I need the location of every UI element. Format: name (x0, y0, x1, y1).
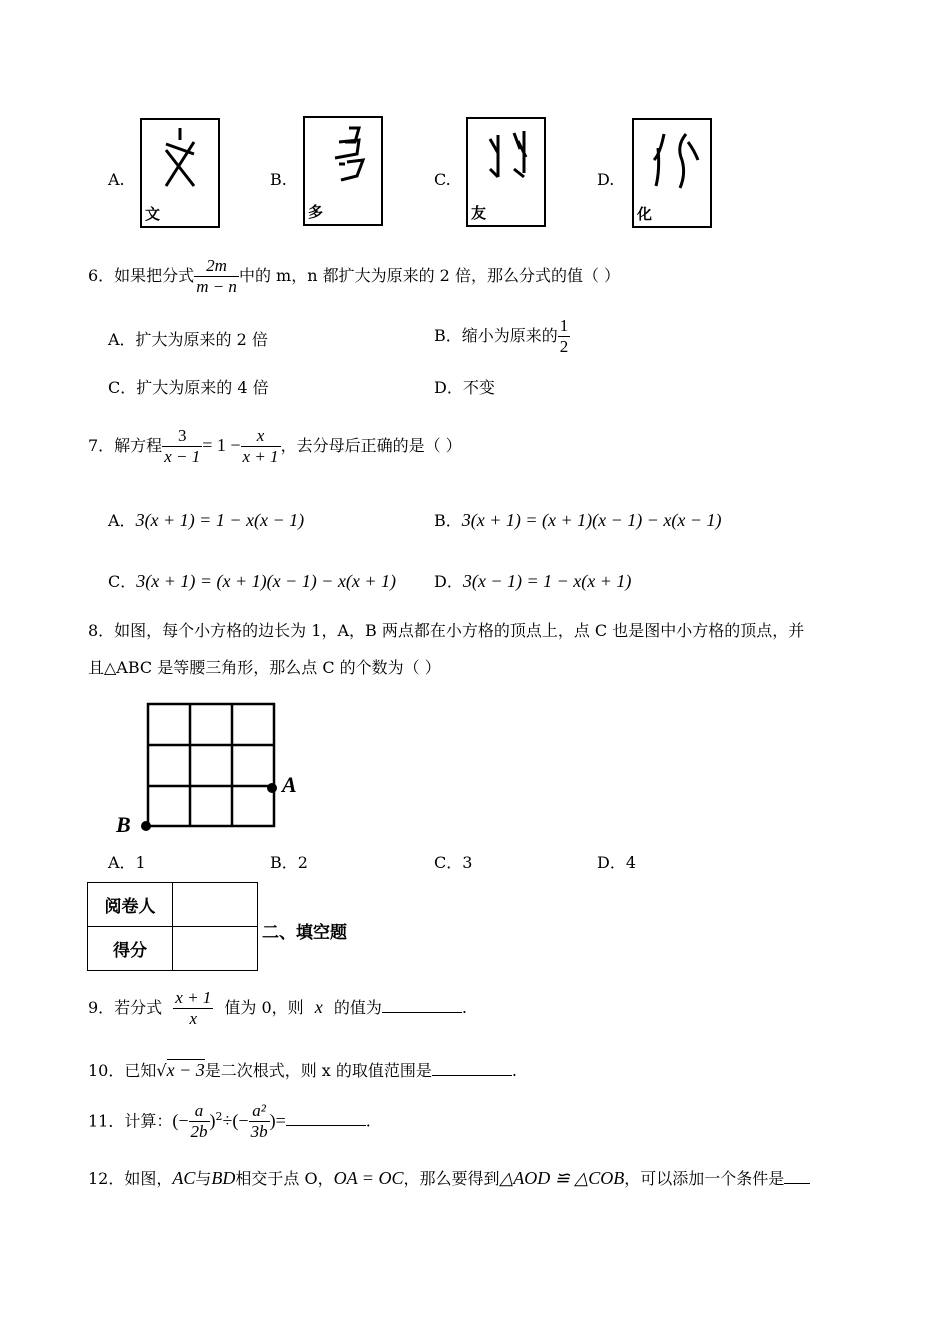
q9-end: . (461, 998, 467, 1017)
q8-option-a: A．1 (108, 853, 146, 872)
q8-option-b: B．2 (270, 853, 308, 872)
q11-f2-num: a² (249, 1101, 270, 1122)
q6-option-b (434, 316, 570, 357)
q8-grid-figure (110, 696, 310, 838)
q6-option-b-text: B．缩小为原来的 (434, 326, 558, 345)
q11-f2-den: 3b (250, 1122, 268, 1142)
q9-answer-blank[interactable] (382, 1012, 462, 1013)
q6-option-c: C．扩大为原来的 4 倍 (108, 378, 269, 397)
q9-fraction-num: x + 1 (175, 988, 212, 1007)
section-2-heading: 二、填空题 (262, 923, 347, 943)
q6-option-b-num: 1 (559, 316, 569, 335)
question-10 (88, 1058, 517, 1081)
q12-yu: 与 (195, 1169, 212, 1188)
q8-option-c: C．3 (434, 853, 473, 872)
q6-suffix: 中的 m，n 都扩大为原来的 2 倍，那么分式的值（ ） (238, 266, 621, 285)
q10-answer-blank[interactable] (432, 1075, 512, 1076)
q7-option-a-expr: 3(x + 1) = 1 − x(x − 1) (135, 510, 305, 530)
q6-fraction (194, 256, 239, 297)
q11-end: . (365, 1111, 371, 1131)
radical-sign-icon: √ (156, 1061, 167, 1080)
q5-option-b-char: 多 (308, 203, 324, 221)
q6-option-d: D．不变 (434, 378, 495, 397)
q5-option-a-char: 文 (145, 205, 161, 223)
q7-option-a (108, 508, 304, 531)
q5-option-c-char: 友 (471, 204, 487, 222)
question-11: 11．计算：(− $\frac{a}{2b}$ )$^2$÷(− $\frac{\text{a²}}{3b}$ )= . (88, 1101, 371, 1142)
q7-rhs-fraction (241, 426, 281, 467)
q8-line-2: 且△ABC 是等腰三角形，那么点 C 的个数为（ ） (88, 658, 441, 677)
q7-option-b-label: B． (434, 511, 462, 530)
score-table-score-label: 得分 (88, 927, 173, 971)
q9-fraction-den: x (189, 1009, 198, 1028)
q7-option-d (434, 569, 631, 592)
q11-fraction-2 (249, 1101, 270, 1142)
q7-option-b-expr: 3(x + 1) = (x + 1)(x − 1) − x(x − 1) (461, 510, 722, 530)
q8-point-b-dot (141, 821, 151, 831)
q7-rhs-num: x (241, 426, 281, 447)
q6-option-b-den: 2 (559, 337, 569, 356)
q12-equality: OA = OC (333, 1168, 404, 1188)
q7-option-c-label: C． (108, 572, 137, 591)
q7-lhs-fraction (162, 426, 202, 467)
q11-f1-den: 2b (190, 1122, 208, 1142)
q12-answer-blank[interactable] (784, 1183, 810, 1184)
q5-option-c-letter: C. (434, 170, 451, 189)
q5-option-d-image (632, 118, 712, 228)
q7-lhs-den: x − 1 (164, 447, 201, 466)
q8-grid-lines (148, 704, 274, 826)
q6-fraction-den: m − n (196, 277, 237, 296)
q5-option-a-letter: A. (108, 170, 125, 189)
q12-congruence: △AOD ≌ △COB (499, 1168, 625, 1188)
q12-mid2: ，那么要得到 (403, 1169, 500, 1188)
q9-suffix: 的值为 (333, 998, 382, 1017)
q9-var: x (314, 997, 323, 1017)
score-table-grader-label: 阅卷人 (88, 883, 173, 927)
q11-f1-num: a (189, 1101, 210, 1122)
q7-option-b (434, 508, 722, 531)
score-table-grader-cell (173, 883, 258, 927)
q12-ac: AC (172, 1168, 196, 1188)
q5-option-b-letter: B. (270, 170, 287, 189)
q8-point-a-label: A (282, 772, 297, 797)
q10-end: . (511, 1061, 518, 1080)
q6-fraction-num: 2m (194, 256, 239, 277)
q8-point-b-label: B (116, 812, 131, 837)
q6-option-b-fraction (558, 316, 571, 357)
q7-option-d-label: D． (434, 572, 463, 591)
question-9 (88, 984, 467, 1031)
q7-rhs-den: x + 1 (242, 447, 279, 466)
q11-prefix: 11．计算： (88, 1111, 173, 1131)
q6-prefix: 6．如果把分式 (88, 266, 195, 285)
q10-suffix: 是二次根式，则 x 的取值范围是 (204, 1061, 432, 1080)
q10-radicand: x − 3 (166, 1060, 205, 1080)
q11-divide-op: ÷ (222, 1110, 233, 1131)
q7-option-a-label: A． (108, 511, 136, 530)
q11-exponent: 2 (215, 1110, 223, 1123)
q12-prefix: 12．如图， (88, 1169, 173, 1188)
q12-mid: 相交于点 O， (235, 1169, 334, 1188)
q12-suffix: ，可以添加一个条件是 (624, 1169, 785, 1188)
q8-line-1: 8．如图，每个小方格的边长为 1，A，B 两点都在小方格的顶点上，点 C 也是图中小方格的顶点，并 (88, 621, 805, 640)
q9-prefix: 9．若分式 (88, 998, 163, 1017)
q9-mid: 值为 0，则 (224, 998, 304, 1017)
q6-option-a: A．扩大为原来的 2 倍 (108, 330, 268, 349)
q5-option-d-letter: D. (597, 170, 615, 189)
q5-option-c-image (466, 117, 546, 227)
q7-option-d-expr: 3(x − 1) = 1 − x(x + 1) (462, 571, 632, 591)
q7-suffix: ，去分母后正确的是（ ） (280, 436, 462, 455)
q12-bd: BD (211, 1168, 236, 1188)
score-table (87, 882, 258, 971)
q7-mid: = 1 − (202, 435, 241, 455)
q7-lhs-num: 3 (162, 426, 202, 447)
q8-option-d: D．4 (597, 853, 637, 872)
q7-prefix: 7．解方程 (88, 436, 163, 455)
q7-option-c-expr: 3(x + 1) = (x + 1)(x − 1) − x(x + 1) (136, 571, 397, 591)
q11-equals: = (275, 1110, 286, 1131)
q7-option-c (108, 569, 396, 592)
q11-answer-blank[interactable] (286, 1125, 366, 1126)
score-table-score-cell (173, 927, 258, 971)
q8-point-a-dot (267, 783, 277, 793)
q10-prefix: 10．已知 (88, 1061, 157, 1080)
q5-option-d-char: 化 (637, 205, 653, 223)
q11-fraction-1 (189, 1101, 210, 1142)
q9-fraction (173, 988, 213, 1029)
question-12 (88, 1166, 810, 1189)
q5-option-b-image (303, 116, 383, 226)
question-6 (88, 253, 620, 299)
q5-option-a-image (140, 118, 220, 228)
question-7 (88, 422, 462, 469)
